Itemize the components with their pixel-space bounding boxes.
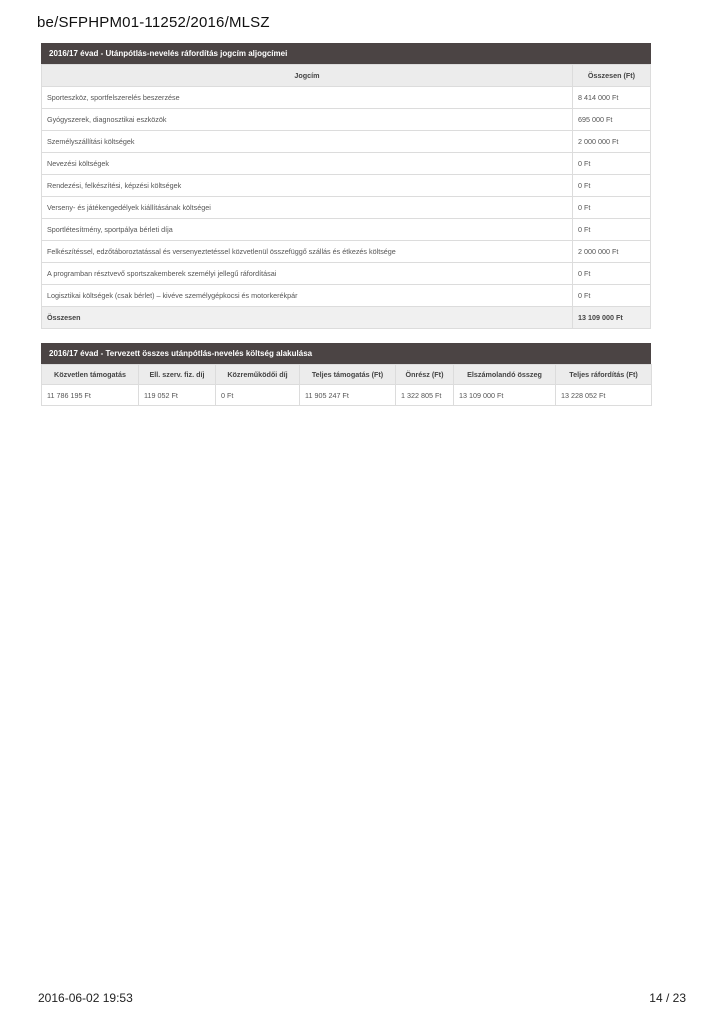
cost-summary-panel-title: 2016/17 évad - Tervezett összes utánpótlás-nevelés költség alakulása [41,343,651,364]
row-name: Verseny- és játékengedélyek kiállításának költségei [42,197,573,219]
cell-teljes-tamogatas: 11 905 247 Ft [300,385,396,406]
column-header-jogcim: Jogcím [42,65,573,87]
row-amount: 0 Ft [573,175,651,197]
print-datetime: 2016-06-02 19:53 [38,991,133,1005]
table-row [42,263,651,285]
total-row [42,307,651,329]
column-header-teljes-tamogatas: Teljes támogatás (Ft) [300,365,396,385]
row-name: Nevezési költségek [42,153,573,175]
table-row [42,385,652,406]
table-row [42,285,651,307]
row-amount: 695 000 Ft [573,109,651,131]
cell-onresz: 1 322 805 Ft [396,385,454,406]
table-row [42,175,651,197]
column-header-elszamolando-osszeg: Elszámolandó összeg [454,365,556,385]
row-name: Logisztikai költségek (csak bérlet) – kivéve személygépkocsi és motorkerékpár [42,285,573,307]
cell-elszamolando-osszeg: 13 109 000 Ft [454,385,556,406]
table-header-row [42,65,651,87]
row-name: Rendezési, felkészítési, képzési költségek [42,175,573,197]
row-amount: 8 414 000 Ft [573,87,651,109]
column-header-onresz: Önrész (Ft) [396,365,454,385]
cost-summary-table [41,364,652,406]
cell-kozremukodoi-dij: 0 Ft [216,385,300,406]
cell-kozvetlen-tamogatas: 11 786 195 Ft [42,385,139,406]
table-row [42,241,651,263]
row-amount: 2 000 000 Ft [573,131,651,153]
row-name: Sportlétesítmény, sportpálya bérleti díja [42,219,573,241]
row-amount: 0 Ft [573,153,651,175]
cost-summary-panel [41,343,651,406]
row-name: Felkészítéssel, edzőtáboroztatással és versenyeztetéssel közvetlenül összefüggő szállás és étkezés költsége [42,241,573,263]
column-header-kozremukodoi-dij: Közreműködői díj [216,365,300,385]
table-row [42,219,651,241]
row-amount: 0 Ft [573,219,651,241]
row-amount: 0 Ft [573,285,651,307]
table-row [42,109,651,131]
row-name: A programban résztvevő sportszakemberek személyi jellegű ráfordításai [42,263,573,285]
row-amount: 2 000 000 Ft [573,241,651,263]
table-row [42,131,651,153]
row-name: Személyszállítási költségek [42,131,573,153]
page-number: 14 / 23 [649,991,686,1005]
cell-ell-szerv-fiz-dij: 119 052 Ft [139,385,216,406]
total-amount: 13 109 000 Ft [573,307,651,329]
row-name: Gyógyszerek, diagnosztikai eszközök [42,109,573,131]
document-code: be/SFPHPM01-11252/2016/MLSZ [37,14,270,31]
row-name: Sporteszköz, sportfelszerelés beszerzése [42,87,573,109]
row-amount: 0 Ft [573,263,651,285]
table-row [42,87,651,109]
column-header-ell-szerv-fiz-dij: Ell. szerv. fiz. díj [139,365,216,385]
column-header-kozvetlen-tamogatas: Közvetlen támogatás [42,365,139,385]
column-header-teljes-raforditas: Teljes ráfordítás (Ft) [556,365,652,385]
subcategory-panel-title: 2016/17 évad - Utánpótlás-nevelés ráfordítás jogcím aljogcímei [41,43,651,64]
column-header-osszesen: Összesen (Ft) [573,65,651,87]
cell-teljes-raforditas: 13 228 052 Ft [556,385,652,406]
total-label: Összesen [42,307,573,329]
subcategory-panel [41,43,651,329]
table-row [42,197,651,219]
row-amount: 0 Ft [573,197,651,219]
subcategory-table [41,64,651,329]
table-header-row [42,365,652,385]
table-row [42,153,651,175]
